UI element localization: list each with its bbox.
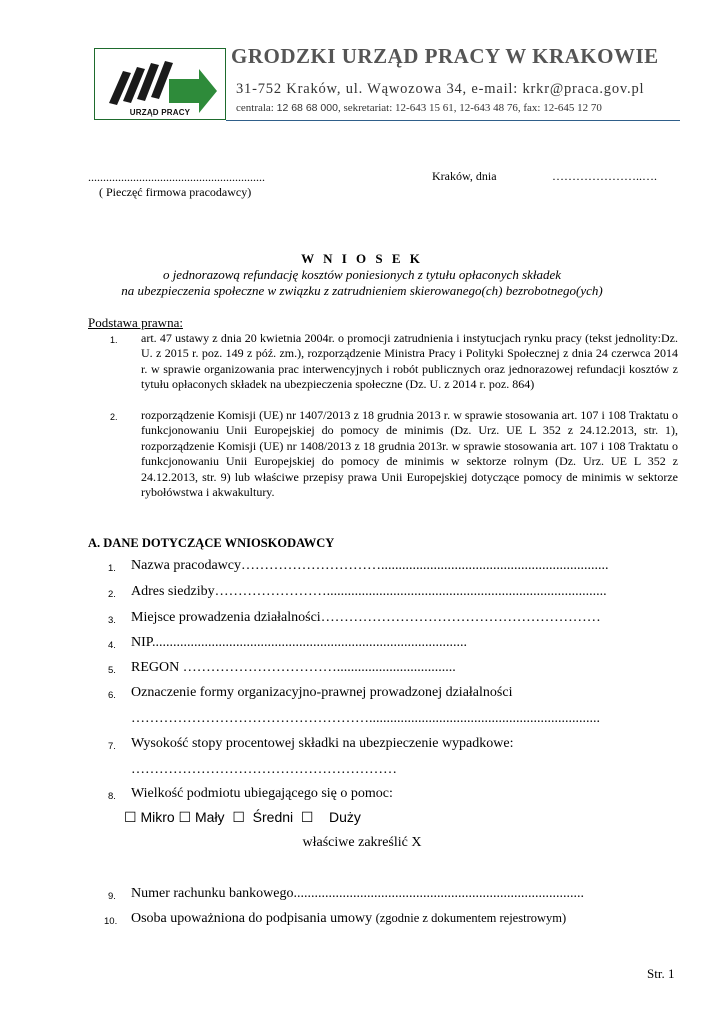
document-title: W N I O S E K xyxy=(301,251,423,266)
form-item-number: 8. xyxy=(108,791,116,802)
field-regon[interactable]: REGON …………………………….................................. xyxy=(131,660,456,675)
logo-text: URZĄD PRACY xyxy=(129,108,191,117)
mark-hint: właściwe zakreślić X xyxy=(302,835,422,850)
date-field: …………………..…. xyxy=(552,169,657,183)
page-number: Str. 1 xyxy=(647,966,675,981)
urzad-pracy-logo xyxy=(94,48,226,120)
phones-rest: , sekretariat: 12-643 15 61, 12-643 48 76, fax: 12-645 12 70 xyxy=(337,102,602,114)
legal-basis-heading: Podstawa prawna: xyxy=(88,315,183,330)
legal-item-text: rozporządzenie Komisji (UE) nr 1407/2013 z 18 grudnia 2013 r. w sprawie stosowania art. 107 i 108 Traktatu o funkcjonowaniu Unii Europejskiej do pomocy de minimis (Dz. Urz. UE L 352 z 24.12.2013, str. 1), rozporządzenie Komisji (UE) nr 1408/2013 z 18 grudnia 2013r. w sprawie stosowania art. 107 i 108 Traktatu o funkcjonowaniu Unii Europejskiej do pomocy de minimis w sektorze rolnym (Dz. Urz. UE L 352 z 24.12.2013, str. 9) lub właściwe przepisy prawa Unii Europejskiej dotyczące pomocy de minimis w sektorze rybołówstwa i akwakultury. xyxy=(141,408,678,500)
form-item-number: 3. xyxy=(108,615,116,626)
form-item-number: 5. xyxy=(108,665,116,676)
field-nip[interactable]: NIP.......................................................................................... xyxy=(131,635,468,650)
city-date-label: Kraków, dnia xyxy=(432,169,497,183)
stamp-line: ........................................................... xyxy=(88,170,265,184)
field-business-location[interactable]: Miejsce prowadzenia działalności…………………………………………………… xyxy=(131,610,601,625)
enterprise-size-checkboxes[interactable]: ☐ Mikro ☐ Mały ☐ Średni ☐ Duży xyxy=(124,809,361,825)
form-item-number: 1. xyxy=(108,563,116,574)
document-subtitle-line-2: na ubezpieczenia społeczne w związku z zatrudnieniem skierowanego(ch) bezrobotnego(ych) xyxy=(121,283,603,298)
authorized-person-label: Osoba upoważniona do podpisania umowy xyxy=(131,911,376,926)
field-accident-rate[interactable]: ………………………………………………… xyxy=(131,762,397,777)
header-divider xyxy=(226,120,680,121)
field-registered-address[interactable]: Adres siedziby……………………................................................................................ xyxy=(131,584,607,599)
office-address: 31-752 Kraków, ul. Wąwozowa 34, e-mail: krkr@praca.gov.pl xyxy=(236,81,645,97)
form-item-number: 9. xyxy=(108,891,116,902)
phones-prefix: centrala: xyxy=(236,102,274,114)
legal-item-number: 2. xyxy=(110,412,118,422)
form-item-number: 6. xyxy=(108,690,116,701)
field-accident-rate-label: Wysokość stopy procentowej składki na ubezpieczenie wypadkowe: xyxy=(131,736,514,751)
field-legal-form-label: Oznaczenie formy organizacyjno-prawnej prowadzonej działalności xyxy=(131,685,513,700)
office-phones xyxy=(236,102,602,114)
form-item-number: 2. xyxy=(108,589,116,600)
form-item-number: 4. xyxy=(108,640,116,651)
authorized-person-note: (zgodnie z dokumentem rejestrowym) xyxy=(375,911,567,925)
legal-item-text: art. 47 ustawy z dnia 20 kwietnia 2004r. o promocji zatrudnienia i instytucjach rynku pracy (tekst jednolity:Dz. U. z 2015 r. poz. 149 z póź. zm.), rozporządzenie Ministra Pracy i Polityki Społecznej z dnia 24 czerwca 2014 r. w sprawie organizowania prac interwencyjnych i robót publicznych oraz jednorazowej refundacji kosztów z tytułu opłaconych składek na ubezpieczenia społeczne (Dz. U. z 2014 r. poz. 864) xyxy=(141,331,678,392)
office-name: GRODZKI URZĄD PRACY W KRAKOWIE xyxy=(231,44,659,68)
enterprise-size-label: Wielkość podmiotu ubiegającego się o pomoc: xyxy=(131,786,393,801)
field-bank-account[interactable]: Numer rachunku bankowego................................................................................... xyxy=(131,886,585,901)
section-a-heading: A. DANE DOTYCZĄCE WNIOSKODAWCY xyxy=(88,536,335,550)
legal-item-number: 1. xyxy=(110,335,118,345)
field-legal-form[interactable]: …………………………………………….................................................................. xyxy=(131,711,600,726)
form-item-number: 7. xyxy=(108,741,116,752)
form-item-number: 10. xyxy=(104,916,118,927)
stamp-caption: ( Pieczęć firmowa pracodawcy) xyxy=(99,185,252,199)
document-subtitle-line-1: o jednorazową refundację kosztów poniesionych z tytułu opłaconych składek xyxy=(162,267,562,282)
field-authorized-person[interactable] xyxy=(131,911,566,927)
field-employer-name[interactable]: Nazwa pracodawcy…………………………................................................................. xyxy=(131,558,609,573)
phones-central: 12 68 68 000 xyxy=(276,102,338,114)
